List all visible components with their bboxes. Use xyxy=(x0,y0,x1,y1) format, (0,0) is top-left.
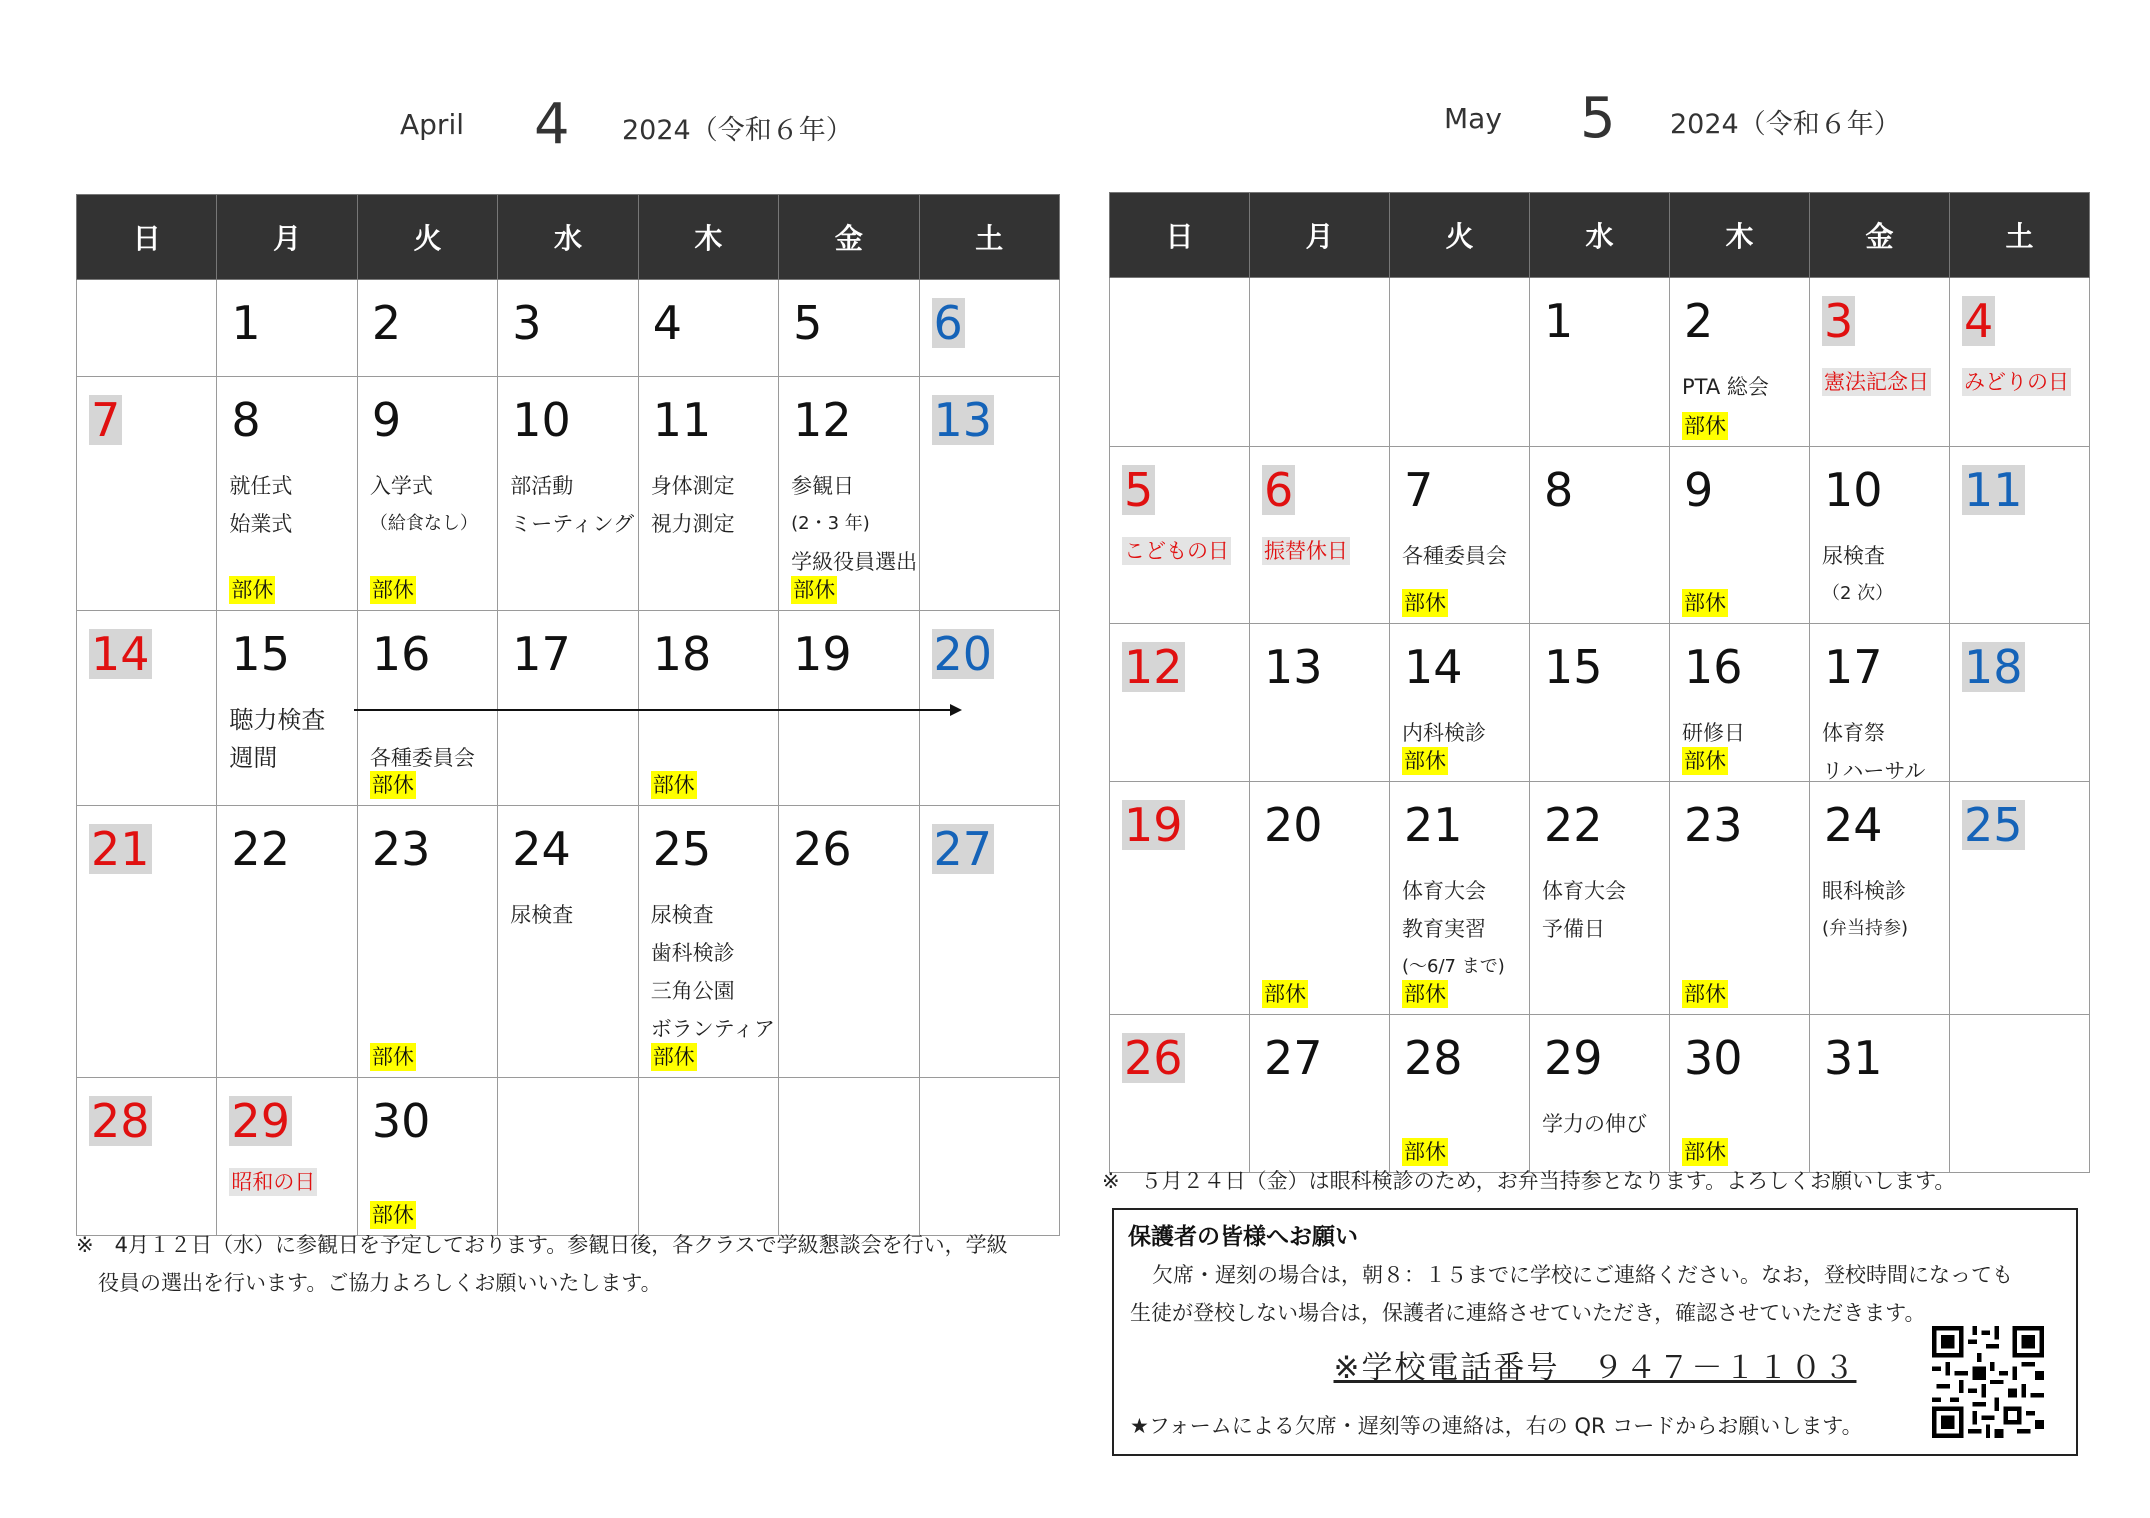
day-cell[interactable] xyxy=(1670,278,1810,447)
day-cell[interactable] xyxy=(779,377,919,611)
day-number: 13 xyxy=(933,393,993,447)
day-cell[interactable] xyxy=(1250,447,1390,624)
day-number: 27 xyxy=(1264,1031,1323,1085)
day-cell[interactable] xyxy=(1670,447,1810,624)
day-number: 30 xyxy=(1684,1031,1743,1085)
empty-day-cell xyxy=(919,1078,1059,1236)
day-number: 30 xyxy=(371,1094,431,1148)
day-number: 17 xyxy=(512,627,571,681)
event-text: （給食なし） xyxy=(369,513,478,534)
day-events xyxy=(651,467,735,543)
day-cell[interactable] xyxy=(1390,782,1530,1015)
event-text: 始業式 xyxy=(229,512,293,536)
day-cell[interactable] xyxy=(1110,624,1250,782)
may-calendar xyxy=(1109,192,2090,1173)
day-cell[interactable] xyxy=(217,377,357,611)
day-number: 11 xyxy=(1964,463,2023,517)
event-text: 体育大会 xyxy=(1402,879,1486,903)
april-week-row xyxy=(77,1078,1060,1236)
may-week-row xyxy=(1110,278,2090,447)
day-number: 15 xyxy=(1544,640,1603,694)
april-weekday-4: 木 xyxy=(638,195,778,280)
day-cell[interactable] xyxy=(217,611,357,806)
day-cell[interactable] xyxy=(1810,1015,1950,1173)
event-text: 部活動 xyxy=(510,474,574,498)
day-events xyxy=(1822,714,1925,790)
holiday-label: こどもの日 xyxy=(1124,539,1229,563)
day-cell[interactable] xyxy=(217,280,357,377)
event-text: 眼科検診 xyxy=(1822,879,1906,903)
day-cell[interactable] xyxy=(919,280,1059,377)
day-cell[interactable] xyxy=(1250,1015,1390,1173)
day-cell[interactable] xyxy=(77,611,217,806)
april-week-row xyxy=(77,280,1060,377)
day-number: 12 xyxy=(793,393,852,447)
april-weekday-2: 火 xyxy=(357,195,497,280)
day-number: 21 xyxy=(1404,798,1463,852)
holiday-label: みどりの日 xyxy=(1964,370,2069,394)
day-cell[interactable] xyxy=(77,806,217,1078)
day-cell[interactable] xyxy=(1110,782,1250,1015)
day-events xyxy=(1822,537,1893,613)
club-off-badge: 部休 xyxy=(371,578,414,602)
day-number: 16 xyxy=(371,627,431,681)
day-events xyxy=(1402,537,1507,575)
event-text: 各種委員会 xyxy=(369,746,475,770)
event-text: (2・3 年) xyxy=(791,513,870,534)
event-text: 尿検査 xyxy=(1822,544,1885,568)
day-cell[interactable] xyxy=(1950,278,2090,447)
day-number: 24 xyxy=(512,822,571,876)
day-number: 2 xyxy=(371,296,402,350)
day-cell[interactable] xyxy=(1530,447,1670,624)
club-off-badge: 部休 xyxy=(371,773,414,797)
may-weekday-5: 金 xyxy=(1810,193,1950,278)
day-cell[interactable] xyxy=(357,280,497,377)
day-events xyxy=(229,467,292,543)
may-week-row xyxy=(1110,447,2090,624)
day-number: 1 xyxy=(231,296,261,350)
day-cell[interactable] xyxy=(357,377,497,611)
day-cell[interactable] xyxy=(779,280,919,377)
day-cell[interactable] xyxy=(1390,624,1530,782)
event-text: 研修日 xyxy=(1682,721,1745,745)
day-cell[interactable] xyxy=(638,280,778,377)
club-off-badge: 部休 xyxy=(371,1045,414,1069)
day-number: 6 xyxy=(1264,463,1294,517)
day-number: 2 xyxy=(1684,294,1714,348)
event-text: 内科検診 xyxy=(1402,721,1486,745)
day-number: 25 xyxy=(1964,798,2023,852)
day-number: 26 xyxy=(793,822,852,876)
club-off-badge: 部休 xyxy=(371,1203,414,1227)
may-year: 2024（令和６年） xyxy=(1670,109,1901,140)
club-off-badge: 部休 xyxy=(1684,1140,1726,1164)
may-header xyxy=(1444,86,1904,151)
day-number: 3 xyxy=(512,296,542,350)
day-number: 21 xyxy=(91,822,150,876)
club-off-badge: 部休 xyxy=(793,578,836,602)
day-cell[interactable] xyxy=(1530,278,1670,447)
day-number: 29 xyxy=(1544,1031,1603,1085)
day-number: 16 xyxy=(1684,640,1743,694)
day-cell[interactable] xyxy=(1670,624,1810,782)
day-number: 9 xyxy=(371,393,402,447)
day-number: 22 xyxy=(231,822,290,876)
day-cell[interactable] xyxy=(919,377,1059,611)
day-cell[interactable] xyxy=(919,806,1059,1078)
hearing-test-arrow xyxy=(354,700,964,720)
event-text: ミーティング xyxy=(510,512,635,536)
club-off-badge: 部休 xyxy=(1404,1140,1446,1164)
qr-code-icon[interactable] xyxy=(1932,1326,2044,1438)
event-text: 体育祭 xyxy=(1822,721,1885,745)
day-events xyxy=(229,701,325,777)
may-weekday-4: 木 xyxy=(1670,193,1810,278)
may-week-row xyxy=(1110,624,2090,782)
notice-title: 保護者の皆様へお願い xyxy=(1128,1224,1358,1250)
day-cell[interactable] xyxy=(498,377,638,611)
day-events xyxy=(510,896,573,934)
empty-day-cell xyxy=(498,1078,638,1236)
day-number: 12 xyxy=(1124,640,1183,694)
empty-day-cell xyxy=(77,280,217,377)
day-number: 9 xyxy=(1684,463,1714,517)
club-off-badge: 部休 xyxy=(1264,982,1306,1006)
club-off-badge: 部休 xyxy=(1404,749,1446,773)
club-off-badge: 部休 xyxy=(1684,591,1726,615)
day-number: 23 xyxy=(371,822,431,876)
day-number: 28 xyxy=(1404,1031,1463,1085)
day-number: 10 xyxy=(512,393,571,447)
day-number: 18 xyxy=(652,627,712,681)
day-cell[interactable] xyxy=(217,1078,357,1236)
holiday-label: 昭和の日 xyxy=(231,1170,316,1194)
day-number: 6 xyxy=(933,296,963,350)
club-off-badge: 部休 xyxy=(1684,982,1726,1006)
day-number: 19 xyxy=(1124,798,1183,852)
day-cell[interactable] xyxy=(1670,1015,1810,1173)
parent-notice-box xyxy=(1112,1208,2078,1456)
event-text: PTA 総会 xyxy=(1682,375,1769,399)
april-weekday-6: 土 xyxy=(919,195,1059,280)
event-text: 参観日 xyxy=(791,474,855,498)
empty-day-cell xyxy=(1110,278,1250,447)
april-week-row xyxy=(77,806,1060,1078)
day-events xyxy=(370,467,478,543)
day-number: 7 xyxy=(1404,463,1434,517)
event-text: ボランティア xyxy=(650,1017,776,1041)
day-cell[interactable] xyxy=(77,1078,217,1236)
day-number: 4 xyxy=(1964,294,1994,348)
event-text: (～6/7 まで) xyxy=(1402,956,1505,977)
may-week-row xyxy=(1110,1015,2090,1173)
form-contact-note: ★フォームによる欠席・遅刻等の連絡は，右の QR コードからお願いします。 xyxy=(1130,1414,1863,1438)
event-text: 視力測定 xyxy=(650,512,735,536)
event-text: 歯科検診 xyxy=(650,941,735,965)
day-cell[interactable] xyxy=(1810,624,1950,782)
day-number: 18 xyxy=(1964,640,2023,694)
club-off-badge: 部休 xyxy=(231,578,274,602)
club-off-badge: 部休 xyxy=(1404,982,1446,1006)
day-events xyxy=(510,467,634,543)
day-number: 8 xyxy=(231,393,261,447)
day-cell[interactable] xyxy=(1530,624,1670,782)
event-text: 学力の伸び xyxy=(1542,1112,1647,1136)
day-number: 14 xyxy=(91,627,150,681)
day-cell[interactable] xyxy=(779,806,919,1078)
day-cell[interactable] xyxy=(1530,782,1670,1015)
day-cell[interactable] xyxy=(1950,447,2090,624)
april-weekday-row xyxy=(77,195,1060,280)
event-text: 体育大会 xyxy=(1542,879,1626,903)
day-cell[interactable] xyxy=(1390,447,1530,624)
school-phone-text: ※学校電話番号 ９４７－１１０３ xyxy=(1333,1350,1857,1386)
day-events xyxy=(1542,872,1626,948)
day-cell[interactable] xyxy=(1670,782,1810,1015)
day-number: 28 xyxy=(91,1094,150,1148)
event-text: リハーサル xyxy=(1822,759,1926,783)
day-events xyxy=(1682,368,1769,406)
event-text: 予備日 xyxy=(1542,917,1605,941)
empty-day-cell xyxy=(638,1078,778,1236)
day-cell[interactable] xyxy=(1110,1015,1250,1173)
may-month-name: May xyxy=(1444,102,1502,135)
may-weekday-3: 水 xyxy=(1530,193,1670,278)
day-number: 4 xyxy=(652,296,682,350)
day-cell[interactable] xyxy=(498,280,638,377)
may-weekday-row xyxy=(1110,193,2090,278)
day-number: 25 xyxy=(652,822,712,876)
day-number: 8 xyxy=(1544,463,1574,517)
day-cell[interactable] xyxy=(638,806,778,1078)
club-off-badge: 部休 xyxy=(652,1045,695,1069)
day-cell[interactable] xyxy=(77,377,217,611)
day-number: 24 xyxy=(1824,798,1883,852)
event-text: 尿検査 xyxy=(510,903,574,927)
april-month-number: 4 xyxy=(534,92,570,157)
day-cell[interactable] xyxy=(1530,1015,1670,1173)
day-cell[interactable] xyxy=(1110,447,1250,624)
day-number: 7 xyxy=(91,393,121,447)
club-off-badge: 部休 xyxy=(652,773,695,797)
holiday-label: 振替休日 xyxy=(1264,539,1348,563)
day-cell[interactable] xyxy=(1810,278,1950,447)
day-number: 14 xyxy=(1404,640,1463,694)
event-text: 就任式 xyxy=(229,474,293,498)
day-number: 27 xyxy=(933,822,993,876)
day-number: 1 xyxy=(1544,294,1574,348)
day-number: 31 xyxy=(1824,1031,1883,1085)
empty-day-cell xyxy=(779,1078,919,1236)
day-number: 5 xyxy=(793,296,823,350)
event-text: 各種委員会 xyxy=(1402,544,1507,568)
may-footnote: ※ ５月２４日（金）は眼科検診のため，お弁当持参となります。よろしくお願いします。 xyxy=(1102,1169,1956,1193)
day-number: 5 xyxy=(1124,463,1154,517)
day-events xyxy=(1402,872,1505,986)
day-cell[interactable] xyxy=(498,806,638,1078)
day-cell[interactable] xyxy=(1390,1015,1530,1173)
event-text: 入学式 xyxy=(369,474,433,498)
event-text: 尿検査 xyxy=(650,903,714,927)
day-cell[interactable] xyxy=(357,806,497,1078)
april-footnote xyxy=(76,1226,1008,1302)
day-cell[interactable] xyxy=(1950,782,2090,1015)
event-text: （2 次） xyxy=(1822,583,1894,604)
event-text: 週間 xyxy=(229,744,278,772)
holiday-label: 憲法記念日 xyxy=(1824,370,1929,394)
day-number: 29 xyxy=(231,1094,290,1148)
day-cell[interactable] xyxy=(217,806,357,1078)
day-number: 26 xyxy=(1124,1031,1183,1085)
day-number: 10 xyxy=(1824,463,1883,517)
may-weekday-2: 火 xyxy=(1390,193,1530,278)
april-year: 2024（令和６年） xyxy=(622,115,853,146)
day-events xyxy=(1542,1105,1647,1143)
day-number: 17 xyxy=(1824,640,1883,694)
day-number: 19 xyxy=(793,627,852,681)
april-month-name: April xyxy=(400,108,464,141)
event-text: 聴力検査 xyxy=(229,706,326,734)
april-week-row xyxy=(77,377,1060,611)
day-number: 11 xyxy=(652,393,712,447)
empty-day-cell xyxy=(1390,278,1530,447)
day-cell[interactable] xyxy=(1810,447,1950,624)
event-text: (弁当持参) xyxy=(1822,918,1909,939)
empty-day-cell xyxy=(1250,278,1390,447)
club-off-badge: 部休 xyxy=(1404,591,1446,615)
day-cell[interactable] xyxy=(1250,782,1390,1015)
event-text: 三角公園 xyxy=(650,979,735,1003)
event-text: 教育実習 xyxy=(1402,917,1486,941)
day-number: 22 xyxy=(1544,798,1603,852)
may-weekday-1: 月 xyxy=(1250,193,1390,278)
notice-body: 欠席・遅刻の場合は，朝８：１５までに学校にご連絡ください。なお，登校時間になっても生徒が登校しない場合は，保護者に連絡させていただき，確認させていただきます。 xyxy=(1130,1263,2013,1325)
day-number: 20 xyxy=(933,627,993,681)
day-number: 20 xyxy=(1264,798,1323,852)
event-text: 学級役員選出 xyxy=(791,550,918,574)
day-number: 23 xyxy=(1684,798,1743,852)
day-cell[interactable] xyxy=(638,377,778,611)
april-weekday-0: 日 xyxy=(77,195,217,280)
april-footnote-line-2: 役員の選出を行います。ご協力よろしくお願いいたします。 xyxy=(98,1271,662,1295)
club-off-badge: 部休 xyxy=(1684,414,1726,438)
club-off-badge: 部休 xyxy=(1684,749,1726,773)
may-weekday-0: 日 xyxy=(1110,193,1250,278)
day-number: 3 xyxy=(1824,294,1854,348)
day-number: 13 xyxy=(1264,640,1323,694)
may-weekday-6: 土 xyxy=(1950,193,2090,278)
april-weekday-1: 月 xyxy=(217,195,357,280)
day-cell[interactable] xyxy=(1950,624,2090,782)
day-events xyxy=(791,467,917,581)
may-month-number: 5 xyxy=(1580,86,1616,151)
day-number: 15 xyxy=(231,627,290,681)
april-header xyxy=(400,92,860,157)
day-cell[interactable] xyxy=(1810,782,1950,1015)
april-footnote-line-1: ※ 4月１２日（水）に参観日を予定しております。参観日後，各クラスで学級懇談会を行い，学級 xyxy=(76,1233,1008,1257)
april-weekday-3: 水 xyxy=(498,195,638,280)
day-cell[interactable] xyxy=(357,1078,497,1236)
may-week-row xyxy=(1110,782,2090,1015)
empty-day-cell xyxy=(1950,1015,2090,1173)
day-events xyxy=(1822,872,1908,948)
day-cell[interactable] xyxy=(1250,624,1390,782)
day-events xyxy=(651,896,775,1048)
april-weekday-5: 金 xyxy=(779,195,919,280)
event-text: 身体測定 xyxy=(650,474,735,498)
